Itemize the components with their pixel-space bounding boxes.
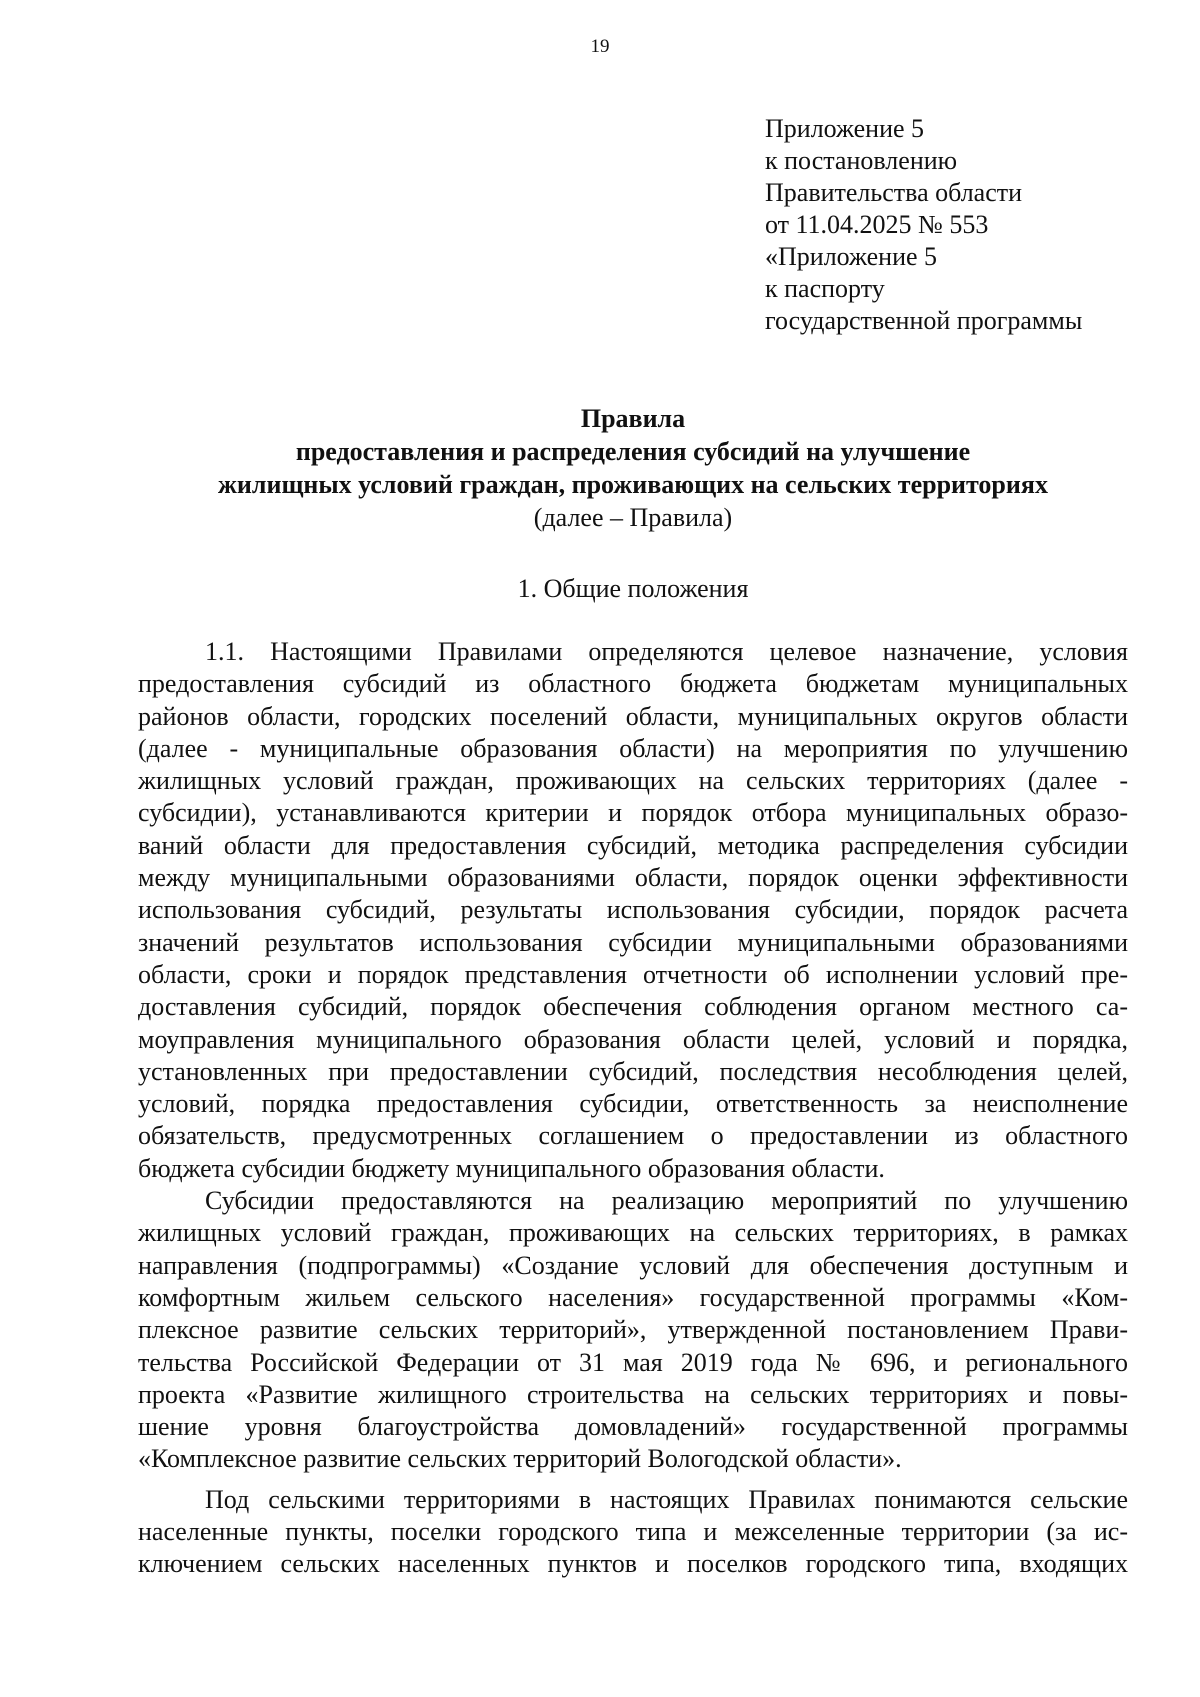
- paragraph-line: субсидии), устанавливаются критерии и порядок отбора муниципальных образо-: [138, 798, 1128, 828]
- paragraph-line: предоставления субсидий из областного бюджета бюджетам муниципальных: [138, 669, 1128, 699]
- annex-header: [765, 113, 1082, 337]
- paragraph-line: шение уровня благоустройства домовладений» государственной программы: [138, 1412, 1128, 1442]
- paragraph-line: плексное развитие сельских территорий», утвержденной постановлением Прави-: [138, 1315, 1128, 1345]
- title-line: предоставления и распределения субсидий на улучшение: [295, 437, 971, 466]
- paragraph-line: ключением сельских населенных пунктов и поселков городского типа, входящих: [138, 1549, 1128, 1579]
- paragraph-line: проекта «Развитие жилищного строительства на сельских территориях и повы-: [138, 1379, 1128, 1409]
- paragraph-line: 1.1. Настоящими Правилами определяются целевое назначение, условия: [205, 637, 1128, 666]
- paragraph-line: моуправления муниципального образования области целей, условий и порядка,: [138, 1024, 1128, 1054]
- annex-line: государственной программы: [765, 306, 1083, 335]
- paragraph-line: комфортным жильем сельского населения» государственной программы «Ком-: [138, 1282, 1128, 1312]
- annex-line: Приложение 5: [765, 114, 925, 143]
- paragraph-line: тельства Российской Федерации от 31 мая 2019 года № 696, и регионального: [138, 1347, 1128, 1377]
- title-subtitle: (далее – Правила): [533, 503, 733, 532]
- paragraph-line: населенные пункты, поселки городского типа и межселенные территории (за ис-: [138, 1517, 1128, 1547]
- annex-line: Правительства области: [765, 178, 1023, 207]
- body-text: [138, 636, 1128, 1581]
- annex-line: к паспорту: [765, 274, 885, 303]
- paragraph: [138, 1185, 1128, 1476]
- paragraph-line: районов области, городских поселений области, муниципальных округов области: [138, 701, 1128, 731]
- paragraph-line: доставления субсидий, порядок обеспечения соблюдения органом местного са-: [138, 992, 1128, 1022]
- document-title: [138, 402, 1128, 534]
- annex-line: «Приложение 5: [765, 242, 938, 271]
- paragraph-line: «Комплексное развитие сельских территорий Вологодской области».: [138, 1444, 902, 1474]
- section-heading: 1. Общие положения: [517, 574, 749, 603]
- paragraph-line: жилищных условий граждан, проживающих на сельских территориях, в рамках: [138, 1218, 1128, 1248]
- page-number: 19: [590, 36, 610, 57]
- paragraph-line: области, сроки и порядок представления отчетности об исполнении условий пре-: [138, 959, 1128, 989]
- paragraph-gap: [138, 1476, 1128, 1484]
- paragraph-line: Под сельскими территориями в настоящих Правилах понимаются сельские: [205, 1484, 1128, 1514]
- title-line: Правила: [580, 404, 686, 433]
- paragraph-line: бюджета субсидии бюджету муниципального образования области.: [138, 1153, 885, 1183]
- paragraph-line: направления (подпрограммы) «Создание условий для обеспечения доступным и: [138, 1250, 1128, 1280]
- paragraph-line: значений результатов использования субсидии муниципальными образованиями: [138, 927, 1128, 957]
- paragraph-line: установленных при предоставлении субсидий, последствия несоблюдения целей,: [138, 1056, 1128, 1086]
- paragraph-line: Субсидии предоставляются на реализацию мероприятий по улучшению: [205, 1186, 1128, 1216]
- title-line: жилищных условий граждан, проживающих на сельских территориях: [218, 470, 1048, 499]
- paragraph-line: жилищных условий граждан, проживающих на сельских территориях (далее -: [138, 766, 1128, 796]
- paragraph-line: условий, порядка предоставления субсидии, ответственность за неисполнение: [138, 1089, 1128, 1119]
- paragraph-line: между муниципальными образованиями области, порядок оценки эффективности: [138, 863, 1128, 893]
- paragraph: [138, 636, 1128, 1185]
- paragraph-line: обязательств, предусмотренных соглашением о предоставлении из областного: [138, 1121, 1128, 1151]
- paragraph: [138, 1484, 1128, 1581]
- annex-line: от 11.04.2025 № 553: [765, 210, 989, 239]
- paragraph-line: использования субсидий, результаты использования субсидии, порядок расчета: [138, 895, 1128, 925]
- paragraph-line: (далее - муниципальные образования области) на мероприятия по улучшению: [138, 733, 1128, 763]
- paragraph-line: ваний области для предоставления субсидий, методика распределения субсидии: [138, 830, 1128, 860]
- annex-line: к постановлению: [765, 146, 958, 175]
